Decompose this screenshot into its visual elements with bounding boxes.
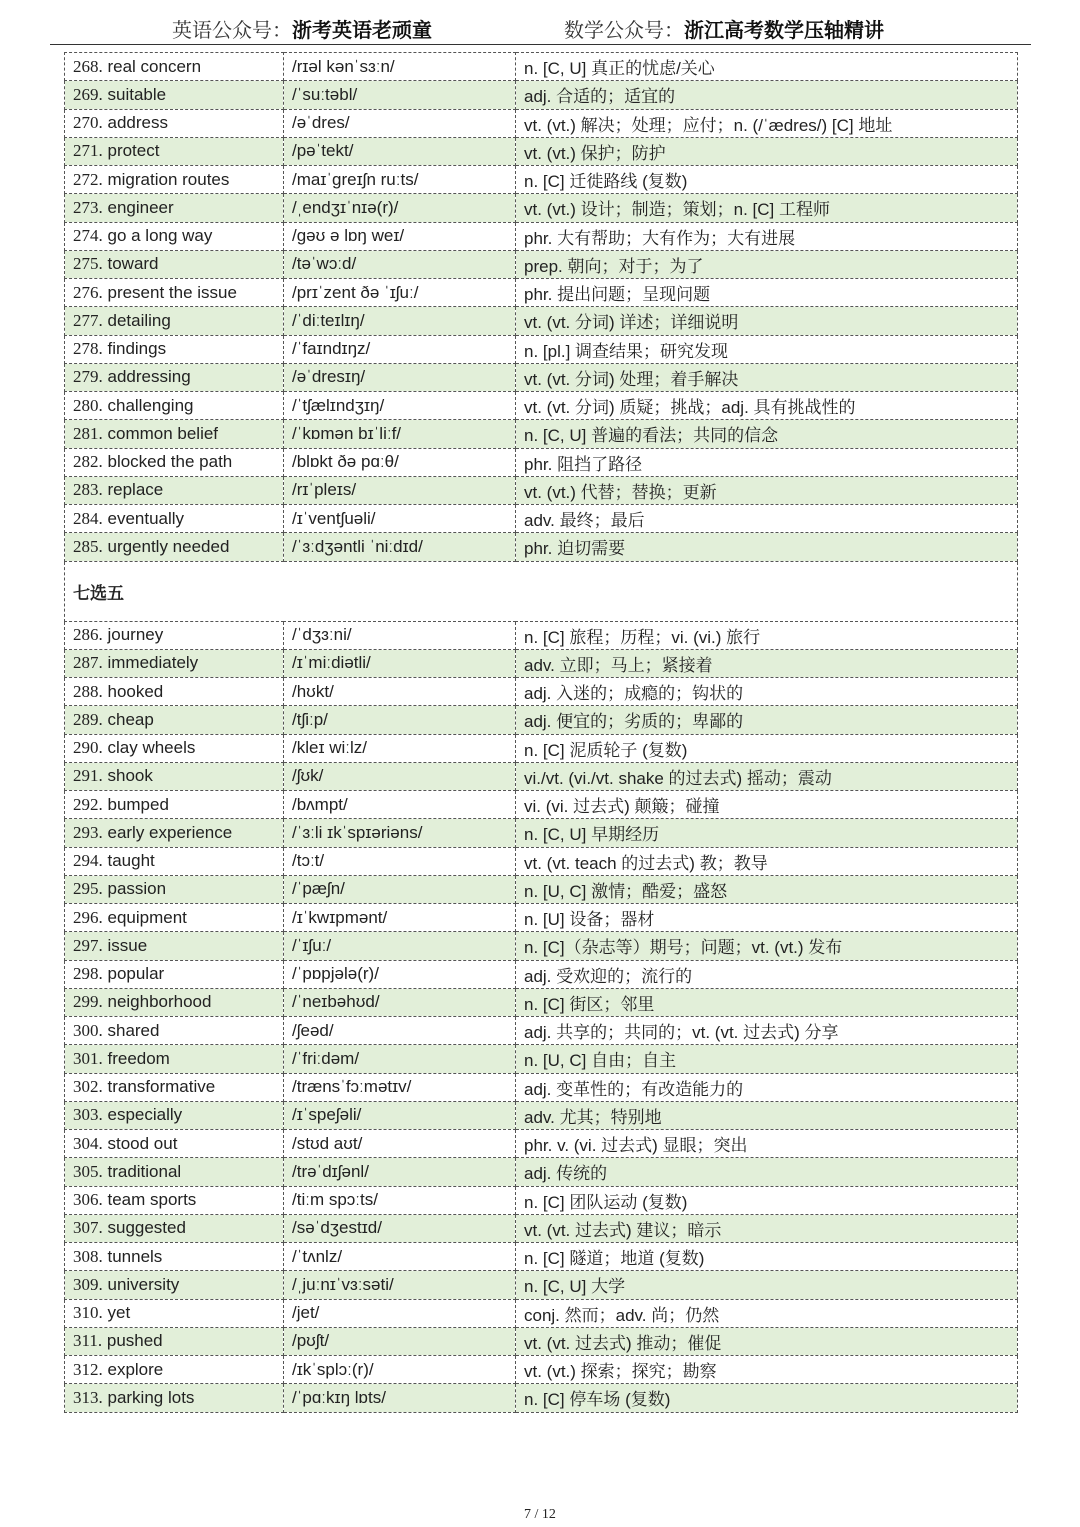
table-row xyxy=(65,706,1018,734)
table-row xyxy=(65,1356,1018,1384)
table-row xyxy=(65,335,1018,363)
entry-word: especially xyxy=(107,1105,183,1125)
definition-cell: vi. (vi. 过去式) 颠簸；碰撞 xyxy=(516,791,1018,819)
entry-word: real concern xyxy=(107,56,202,76)
definition-cell: conj. 然而；adv. 尚；仍然 xyxy=(516,1299,1018,1327)
table-row xyxy=(65,137,1018,165)
word-cell xyxy=(65,1299,284,1327)
table-row xyxy=(65,279,1018,307)
entry-number: 305. xyxy=(73,1161,103,1181)
entry-number: 286. xyxy=(73,625,103,645)
word-cell xyxy=(65,932,284,960)
phonetic-cell: /ɪˈspeʃəli/ xyxy=(284,1101,516,1129)
definition-cell: n. [C] 团队运动 (复数) xyxy=(516,1186,1018,1214)
definition-cell: adv. 尤其；特别地 xyxy=(516,1101,1018,1129)
definition-cell: phr. 提出问题；呈现问题 xyxy=(516,279,1018,307)
entry-number: 277. xyxy=(73,310,103,330)
entry-word: eventually xyxy=(107,508,185,528)
word-cell xyxy=(65,875,284,903)
definition-cell: n. [C] 街区；邻里 xyxy=(516,988,1018,1016)
entry-word: engineer xyxy=(107,197,174,217)
definition-cell: n. [C] 迁徙路线 (复数) xyxy=(516,166,1018,194)
table-row xyxy=(65,1327,1018,1355)
entry-word: transformative xyxy=(107,1077,216,1097)
phonetic-cell: /ˈkɒmən bɪˈliːf/ xyxy=(284,420,516,448)
definition-cell: adj. 合适的；适宜的 xyxy=(516,81,1018,109)
definition-cell: vt. (vt. 过去式) 推动；催促 xyxy=(516,1327,1018,1355)
entry-word: passion xyxy=(107,879,167,899)
table-row xyxy=(65,988,1018,1016)
entry-word: university xyxy=(107,1274,180,1294)
table-row xyxy=(65,476,1018,504)
definition-cell: vt. (vt. 分词) 详述；详细说明 xyxy=(516,307,1018,335)
entry-word: present the issue xyxy=(107,282,237,302)
table-row xyxy=(65,762,1018,790)
entry-number: 279. xyxy=(73,367,103,387)
word-cell xyxy=(65,53,284,81)
definition-cell: vt. (vt. 分词) 质疑；挑战；adj. 具有挑战性的 xyxy=(516,392,1018,420)
table-row xyxy=(65,904,1018,932)
word-cell xyxy=(65,678,284,706)
table-row xyxy=(65,166,1018,194)
definition-cell: phr. v. (vi. 过去式) 显眼；突出 xyxy=(516,1130,1018,1158)
definition-cell: vt. (vt.) 探索；探究；勘察 xyxy=(516,1356,1018,1384)
phonetic-cell: /əˈdresɪŋ/ xyxy=(284,363,516,391)
phonetic-cell: /tɔːt/ xyxy=(284,847,516,875)
phonetic-cell: /bʌmpt/ xyxy=(284,791,516,819)
definition-cell: adj. 入迷的；成瘾的；钩状的 xyxy=(516,678,1018,706)
phonetic-cell: /ˈɜːli ɪkˈspɪəriəns/ xyxy=(284,819,516,847)
entry-word: challenging xyxy=(107,395,194,415)
entry-number: 291. xyxy=(73,766,103,786)
word-cell xyxy=(65,988,284,1016)
definition-cell: n. [C, U] 大学 xyxy=(516,1271,1018,1299)
definition-cell: adj. 便宜的；劣质的；卑鄙的 xyxy=(516,706,1018,734)
entry-number: 298. xyxy=(73,964,103,984)
entry-number: 307. xyxy=(73,1218,103,1238)
entry-word: shared xyxy=(107,1020,160,1040)
entry-word: equipment xyxy=(107,907,187,927)
entry-word: parking lots xyxy=(107,1387,195,1407)
phonetic-cell: /ˈneɪbəhʊd/ xyxy=(284,988,516,1016)
entry-word: replace xyxy=(107,480,164,500)
entry-word: toward xyxy=(107,254,159,274)
phonetic-cell: /ˈdʒɜːni/ xyxy=(284,621,516,649)
section-row xyxy=(65,561,1018,621)
word-cell xyxy=(65,1073,284,1101)
entry-word: cheap xyxy=(107,709,154,729)
definition-cell: adj. 变革性的；有改造能力的 xyxy=(516,1073,1018,1101)
phonetic-cell: /ˈpæʃn/ xyxy=(284,875,516,903)
word-cell xyxy=(65,960,284,988)
entry-number: 303. xyxy=(73,1105,103,1125)
phonetic-cell: /ˈtʃælɪndʒɪŋ/ xyxy=(284,392,516,420)
phonetic-cell: /ˈfriːdəm/ xyxy=(284,1045,516,1073)
entry-number: 313. xyxy=(73,1387,103,1407)
entry-word: migration routes xyxy=(107,169,230,189)
phonetic-cell: /trəˈdɪʃənl/ xyxy=(284,1158,516,1186)
definition-cell: n. [C, U] 普遍的看法；共同的信念 xyxy=(516,420,1018,448)
phonetic-cell: /ˈpɒpjələ(r)/ xyxy=(284,960,516,988)
table-row xyxy=(65,1214,1018,1242)
phonetic-cell: /stʊd aʊt/ xyxy=(284,1130,516,1158)
entry-word: protect xyxy=(107,141,160,161)
table-row xyxy=(65,1130,1018,1158)
english-account-name: 浙考英语老顽童 xyxy=(292,18,432,42)
entry-number: 275. xyxy=(73,254,103,274)
vocabulary-table xyxy=(64,52,1018,1413)
phonetic-cell: /ˈpɑːkɪŋ lɒts/ xyxy=(284,1384,516,1412)
entry-number: 273. xyxy=(73,197,103,217)
definition-cell: vt. (vt.) 解决；处理；应付；n. (/ˈædres/) [C] 地址 xyxy=(516,109,1018,137)
table-row xyxy=(65,1158,1018,1186)
entry-word: yet xyxy=(107,1303,131,1323)
entry-number: 274. xyxy=(73,226,103,246)
phonetic-cell: /kleɪ wiːlz/ xyxy=(284,734,516,762)
table-row xyxy=(65,960,1018,988)
definition-cell: vt. (vt.) 设计；制造；策划；n. [C] 工程师 xyxy=(516,194,1018,222)
entry-number: 280. xyxy=(73,395,103,415)
entry-word: urgently needed xyxy=(107,536,230,556)
entry-word: early experience xyxy=(107,822,233,842)
table-row xyxy=(65,875,1018,903)
entry-word: shook xyxy=(107,766,153,786)
entry-number: 310. xyxy=(73,1303,103,1323)
entry-word: neighborhood xyxy=(107,992,212,1012)
entry-number: 278. xyxy=(73,339,103,359)
word-cell xyxy=(65,621,284,649)
phonetic-cell: /ˈtʌnlz/ xyxy=(284,1243,516,1271)
definition-cell: n. [C]（杂志等）期号；问题；vt. (vt.) 发布 xyxy=(516,932,1018,960)
definition-cell: prep. 朝向；对于；为了 xyxy=(516,250,1018,278)
entry-number: 290. xyxy=(73,738,103,758)
definition-cell: n. [pl.] 调查结果；研究发现 xyxy=(516,335,1018,363)
phonetic-cell: /rɪəl kənˈsɜːn/ xyxy=(284,53,516,81)
word-cell xyxy=(65,791,284,819)
entry-word: stood out xyxy=(107,1133,178,1153)
entry-number: 288. xyxy=(73,681,103,701)
entry-word: findings xyxy=(107,339,167,359)
entry-word: go a long way xyxy=(107,226,213,246)
entry-number: 309. xyxy=(73,1274,103,1294)
table-row xyxy=(65,1384,1018,1412)
entry-word: pushed xyxy=(106,1331,163,1351)
entry-word: explore xyxy=(107,1359,164,1379)
entry-number: 281. xyxy=(73,423,103,443)
word-cell xyxy=(65,222,284,250)
word-cell xyxy=(65,1327,284,1355)
definition-cell: n. [C] 旅程；历程；vi. (vi.) 旅行 xyxy=(516,621,1018,649)
entry-word: clay wheels xyxy=(107,738,196,758)
phonetic-cell: /ɪˈventʃuəli/ xyxy=(284,505,516,533)
definition-cell: n. [C] 泥质轮子 (复数) xyxy=(516,734,1018,762)
word-cell xyxy=(65,194,284,222)
entry-number: 276. xyxy=(73,282,103,302)
entry-number: 311. xyxy=(73,1331,103,1351)
table-row xyxy=(65,791,1018,819)
entry-number: 292. xyxy=(73,794,103,814)
word-cell xyxy=(65,1384,284,1412)
entry-number: 299. xyxy=(73,992,103,1012)
phonetic-cell: /tiːm spɔːts/ xyxy=(284,1186,516,1214)
word-cell xyxy=(65,448,284,476)
word-cell xyxy=(65,1271,284,1299)
table-row xyxy=(65,1045,1018,1073)
definition-cell: adj. 传统的 xyxy=(516,1158,1018,1186)
phonetic-cell: /pʊʃt/ xyxy=(284,1327,516,1355)
entry-word: issue xyxy=(107,935,148,955)
word-cell xyxy=(65,1130,284,1158)
phonetic-cell: /səˈdʒestɪd/ xyxy=(284,1214,516,1242)
entry-number: 300. xyxy=(73,1020,103,1040)
table-row xyxy=(65,621,1018,649)
definition-cell: n. [C, U] 早期经历 xyxy=(516,819,1018,847)
word-cell xyxy=(65,420,284,448)
word-cell xyxy=(65,1045,284,1073)
definition-cell: adv. 最终；最后 xyxy=(516,505,1018,533)
word-cell xyxy=(65,1101,284,1129)
entry-number: 285. xyxy=(73,536,103,556)
entry-word: freedom xyxy=(107,1048,170,1068)
word-cell xyxy=(65,81,284,109)
entry-number: 302. xyxy=(73,1077,103,1097)
table-row xyxy=(65,307,1018,335)
word-cell xyxy=(65,819,284,847)
table-row xyxy=(65,1186,1018,1214)
phonetic-cell: /hʊkt/ xyxy=(284,678,516,706)
word-cell xyxy=(65,109,284,137)
phonetic-cell: /ˈfaɪndɪŋz/ xyxy=(284,335,516,363)
definition-cell: vi./vt. (vi./vt. shake 的过去式) 摇动；震动 xyxy=(516,762,1018,790)
entry-word: common belief xyxy=(107,423,219,443)
entry-number: 306. xyxy=(73,1190,103,1210)
table-row xyxy=(65,1243,1018,1271)
entry-word: team sports xyxy=(107,1190,197,1210)
definition-cell: vt. (vt. 分词) 处理；着手解决 xyxy=(516,363,1018,391)
word-cell xyxy=(65,392,284,420)
entry-word: address xyxy=(107,113,168,133)
entry-word: popular xyxy=(107,964,165,984)
word-cell xyxy=(65,1214,284,1242)
page-number: 7 / 12 xyxy=(524,1507,556,1522)
entry-word: blocked the path xyxy=(107,452,233,472)
english-account: 英语公众号：浙考英语老顽童 xyxy=(172,18,432,42)
entry-word: traditional xyxy=(107,1161,182,1181)
table-row xyxy=(65,932,1018,960)
table-row xyxy=(65,649,1018,677)
definition-cell: adj. 共享的；共同的；vt. (vt. 过去式) 分享 xyxy=(516,1017,1018,1045)
entry-number: 289. xyxy=(73,709,103,729)
table-row xyxy=(65,847,1018,875)
entry-number: 283. xyxy=(73,480,103,500)
word-cell xyxy=(65,1017,284,1045)
table-row xyxy=(65,53,1018,81)
math-account-name: 浙江高考数学压轴精讲 xyxy=(684,18,884,42)
word-cell xyxy=(65,533,284,561)
phonetic-cell: /ˌjuːnɪˈvɜːsəti/ xyxy=(284,1271,516,1299)
entry-number: 295. xyxy=(73,879,103,899)
table-row xyxy=(65,505,1018,533)
table-row xyxy=(65,1017,1018,1045)
entry-word: hooked xyxy=(107,681,164,701)
definition-cell: phr. 大有帮助；大有作为；大有进展 xyxy=(516,222,1018,250)
phonetic-cell: /pəˈtekt/ xyxy=(284,137,516,165)
table-row xyxy=(65,81,1018,109)
entry-number: 293. xyxy=(73,822,103,842)
phonetic-cell: /ˈdiːteɪlɪŋ/ xyxy=(284,307,516,335)
page-header xyxy=(50,0,1031,45)
table-row xyxy=(65,363,1018,391)
entry-number: 271. xyxy=(73,141,103,161)
word-cell xyxy=(65,307,284,335)
section-title: 七选五 xyxy=(65,561,1018,621)
phonetic-cell: /rɪˈpleɪs/ xyxy=(284,476,516,504)
definition-cell: vt. (vt. 过去式) 建议；暗示 xyxy=(516,1214,1018,1242)
table-row xyxy=(65,392,1018,420)
entry-number: 312. xyxy=(73,1359,103,1379)
definition-cell: n. [U] 设备；器材 xyxy=(516,904,1018,932)
table-row xyxy=(65,819,1018,847)
definition-cell: n. [U, C] 激情；酷爱；盛怒 xyxy=(516,875,1018,903)
phonetic-cell: /təˈwɔːd/ xyxy=(284,250,516,278)
definition-cell: vt. (vt. teach 的过去式) 教；教导 xyxy=(516,847,1018,875)
entry-number: 308. xyxy=(73,1246,103,1266)
entry-word: suggested xyxy=(107,1218,186,1238)
phonetic-cell: /prɪˈzent ðə ˈɪʃuː/ xyxy=(284,279,516,307)
table-row xyxy=(65,1073,1018,1101)
definition-cell: adv. 立即；马上；紧接着 xyxy=(516,649,1018,677)
phonetic-cell: /ɡəʊ ə lɒŋ weɪ/ xyxy=(284,222,516,250)
entry-word: taught xyxy=(107,851,155,871)
table-row xyxy=(65,1101,1018,1129)
word-cell xyxy=(65,904,284,932)
word-cell xyxy=(65,505,284,533)
definition-cell: vt. (vt.) 保护；防护 xyxy=(516,137,1018,165)
phonetic-cell: /ˈɜːdʒəntli ˈniːdɪd/ xyxy=(284,533,516,561)
phonetic-cell: /ʃʊk/ xyxy=(284,762,516,790)
definition-cell: vt. (vt.) 代替；替换；更新 xyxy=(516,476,1018,504)
phonetic-cell: /ɪkˈsplɔː(r)/ xyxy=(284,1356,516,1384)
word-cell xyxy=(65,137,284,165)
word-cell xyxy=(65,1186,284,1214)
word-cell xyxy=(65,1243,284,1271)
entry-word: tunnels xyxy=(107,1246,163,1266)
phonetic-cell: /jet/ xyxy=(284,1299,516,1327)
definition-cell: n. [C, U] 真正的忧虑/关心 xyxy=(516,53,1018,81)
entry-number: 284. xyxy=(73,508,103,528)
word-cell xyxy=(65,1356,284,1384)
word-cell xyxy=(65,250,284,278)
definition-cell: n. [C] 停车场 (复数) xyxy=(516,1384,1018,1412)
word-cell xyxy=(65,649,284,677)
phonetic-cell: /maɪˈɡreɪʃn ruːts/ xyxy=(284,166,516,194)
phonetic-cell: /ɪˈmiːdiətli/ xyxy=(284,649,516,677)
table-row xyxy=(65,448,1018,476)
table-row xyxy=(65,678,1018,706)
word-cell xyxy=(65,1158,284,1186)
entry-word: addressing xyxy=(107,367,191,387)
word-cell xyxy=(65,847,284,875)
phonetic-cell: /ʃeəd/ xyxy=(284,1017,516,1045)
phonetic-cell: /ˈsuːtəbl/ xyxy=(284,81,516,109)
phonetic-cell: /ˈɪʃuː/ xyxy=(284,932,516,960)
entry-word: detailing xyxy=(107,310,171,330)
word-cell xyxy=(65,476,284,504)
table-row xyxy=(65,533,1018,561)
word-cell xyxy=(65,762,284,790)
phonetic-cell: /tʃiːp/ xyxy=(284,706,516,734)
word-cell xyxy=(65,279,284,307)
word-cell xyxy=(65,706,284,734)
table-row xyxy=(65,109,1018,137)
definition-cell: n. [U, C] 自由；自主 xyxy=(516,1045,1018,1073)
phonetic-cell: /trænsˈfɔːmətɪv/ xyxy=(284,1073,516,1101)
entry-word: suitable xyxy=(107,84,167,104)
entry-number: 282. xyxy=(73,452,103,472)
definition-cell: phr. 阻挡了路径 xyxy=(516,448,1018,476)
table-row xyxy=(65,250,1018,278)
entry-number: 301. xyxy=(73,1048,103,1068)
math-account: 数学公众号：浙江高考数学压轴精讲 xyxy=(564,18,884,42)
entry-word: bumped xyxy=(107,794,169,814)
definition-cell: n. [C] 隧道；地道 (复数) xyxy=(516,1243,1018,1271)
definition-cell: phr. 迫切需要 xyxy=(516,533,1018,561)
entry-number: 270. xyxy=(73,113,103,133)
entry-number: 304. xyxy=(73,1133,103,1153)
entry-number: 287. xyxy=(73,653,103,673)
phonetic-cell: /blɒkt ðə pɑːθ/ xyxy=(284,448,516,476)
word-cell xyxy=(65,734,284,762)
phonetic-cell: /ɪˈkwɪpmənt/ xyxy=(284,904,516,932)
definition-cell: adj. 受欢迎的；流行的 xyxy=(516,960,1018,988)
entry-number: 268. xyxy=(73,56,103,76)
entry-number: 297. xyxy=(73,935,103,955)
table-row xyxy=(65,734,1018,762)
entry-number: 294. xyxy=(73,851,103,871)
entry-word: journey xyxy=(107,625,164,645)
phonetic-cell: /əˈdres/ xyxy=(284,109,516,137)
word-cell xyxy=(65,335,284,363)
entry-number: 296. xyxy=(73,907,103,927)
table-row xyxy=(65,1271,1018,1299)
table-row xyxy=(65,1299,1018,1327)
table-row xyxy=(65,420,1018,448)
word-cell xyxy=(65,166,284,194)
table-row xyxy=(65,222,1018,250)
table-row xyxy=(65,194,1018,222)
entry-number: 272. xyxy=(73,169,103,189)
entry-word: immediately xyxy=(107,653,199,673)
phonetic-cell: /ˌendʒɪˈnɪə(r)/ xyxy=(284,194,516,222)
entry-number: 269. xyxy=(73,84,103,104)
word-cell xyxy=(65,363,284,391)
